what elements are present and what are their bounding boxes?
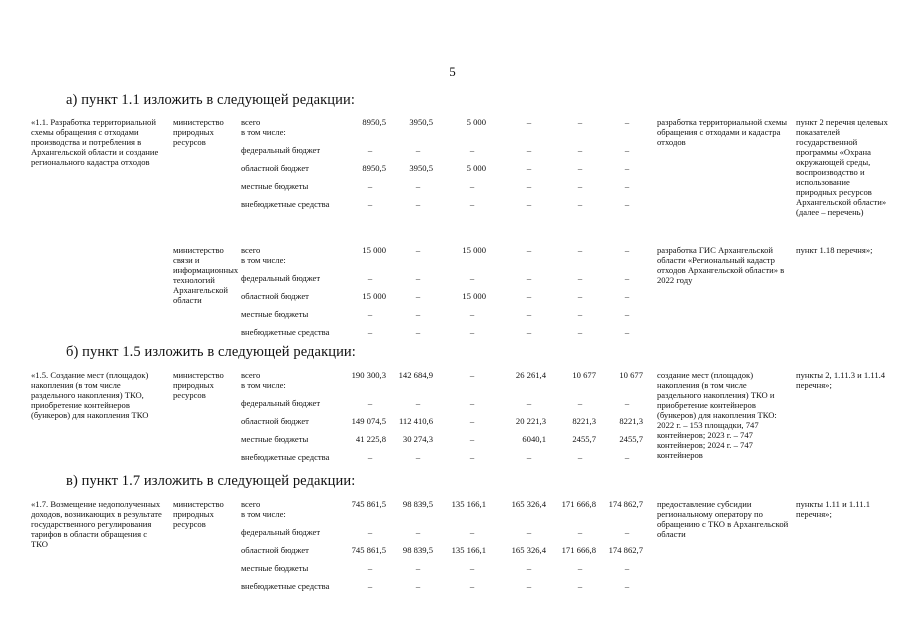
- indicator-1-1-b: пункт 1.18 перечня»;: [796, 245, 873, 255]
- a1-cell-r4-c4: –: [577, 199, 583, 209]
- a2-label-row-1: федеральный бюджет: [241, 273, 321, 283]
- c-cell-r4-c5: –: [624, 581, 630, 591]
- b-cell-r3-c1: 30 274,3: [402, 434, 433, 444]
- c-cell-r1-c5: –: [624, 527, 630, 537]
- a2-cell-r4-c3: –: [526, 327, 532, 337]
- a1-cell-r0-c1: 3950,5: [409, 117, 433, 127]
- a1-cell-r4-c2: –: [469, 199, 475, 209]
- c-cell-r0-c0: 745 861,5: [351, 499, 386, 509]
- a1-cell-r4-c0: –: [367, 199, 373, 209]
- a1-cell-r2-c5: –: [624, 163, 630, 173]
- c-cell-r0-c5: 174 862,7: [608, 499, 643, 509]
- indicator-1-1-a: пункт 2 перечня целевых показателей государственной программы «Охрана окружающей среды, воспроизводство и использование природных ресурсов Архангельской области» (далее – перечень): [796, 117, 888, 217]
- a1-cell-r2-c2: 5 000: [466, 163, 486, 173]
- ministry-communications: министерство связи и информационных технологий Архангельской области: [173, 245, 239, 305]
- c-label-row-3: местные бюджеты: [241, 563, 309, 573]
- result-1-1-a: разработка территориальной схемы обращения с отходами и кадастра отходов: [657, 117, 788, 147]
- b-cell-r2-c1: 112 410,6: [398, 416, 433, 426]
- a1-label-row-3: местные бюджеты: [241, 181, 309, 191]
- a1-cell-r4-c3: –: [526, 199, 532, 209]
- item-1-5-text: «1.5. Создание мест (площадок) накопления (в том числе раздельного накопления) ТКО, приобретение контейнеров (бункеров) для накопления ТКО: [31, 370, 149, 420]
- c-cell-r3-c1: –: [415, 563, 421, 573]
- c-cell-r3-c4: –: [577, 563, 583, 573]
- c-cell-r2-c2: 135 166,1: [451, 545, 486, 555]
- b-cell-r4-c5: –: [624, 452, 630, 462]
- a2-cell-r2-c2: 15 000: [462, 291, 486, 301]
- c-cell-r0-c2: 135 166,1: [451, 499, 486, 509]
- c-cell-r4-c0: –: [367, 581, 373, 591]
- a1-cell-r1-c2: –: [469, 145, 475, 155]
- c-cell-r2-c0: 745 861,5: [351, 545, 386, 555]
- b-cell-r1-c2: –: [469, 398, 475, 408]
- c-label-row-2: областной бюджет: [241, 545, 309, 555]
- a2-cell-r2-c1: –: [415, 291, 421, 301]
- c-cell-r0-c3: 165 326,4: [511, 499, 546, 509]
- a2-cell-r3-c3: –: [526, 309, 532, 319]
- a2-cell-r3-c5: –: [624, 309, 630, 319]
- a1-cell-r4-c1: –: [415, 199, 421, 209]
- a2-label-incl: в том числе:: [241, 255, 286, 265]
- b-cell-r3-c2: –: [469, 434, 475, 444]
- b-cell-r3-c3: 6040,1: [522, 434, 546, 444]
- item-1-7-text: «1.7. Возмещение недополученных доходов, возникающих в результате государственного регулирования тарифов в области обращения с ТКО: [31, 499, 162, 549]
- c-cell-r4-c2: –: [469, 581, 475, 591]
- c-cell-r2-c1: 98 839,5: [402, 545, 433, 555]
- a2-cell-r3-c1: –: [415, 309, 421, 319]
- a2-cell-r2-c3: –: [526, 291, 532, 301]
- c-label-row-1: федеральный бюджет: [241, 527, 321, 537]
- a1-cell-r0-c5: –: [624, 117, 630, 127]
- a1-label-row-4: внебюджетные средства: [241, 199, 330, 209]
- b-cell-r1-c5: –: [624, 398, 630, 408]
- a2-cell-r1-c5: –: [624, 273, 630, 283]
- a2-cell-r4-c2: –: [469, 327, 475, 337]
- c-cell-r4-c1: –: [415, 581, 421, 591]
- a1-cell-r1-c5: –: [624, 145, 630, 155]
- b-cell-r4-c0: –: [367, 452, 373, 462]
- b-label-row-1: федеральный бюджет: [241, 398, 321, 408]
- c-cell-r1-c4: –: [577, 527, 583, 537]
- a2-cell-r3-c2: –: [469, 309, 475, 319]
- a2-label-row-3: местные бюджеты: [241, 309, 309, 319]
- c-label-incl: в том числе:: [241, 509, 286, 519]
- a2-cell-r1-c2: –: [469, 273, 475, 283]
- c-cell-r0-c4: 171 666,8: [561, 499, 596, 509]
- c-cell-r1-c1: –: [415, 527, 421, 537]
- a1-cell-r1-c4: –: [577, 145, 583, 155]
- a1-cell-r0-c0: 8950,5: [362, 117, 386, 127]
- a1-label-row-1: федеральный бюджет: [241, 145, 321, 155]
- b-cell-r0-c3: 26 261,4: [515, 370, 546, 380]
- a1-cell-r1-c1: –: [415, 145, 421, 155]
- a2-cell-r3-c4: –: [577, 309, 583, 319]
- a1-label-incl: в том числе:: [241, 127, 286, 137]
- a1-cell-r0-c4: –: [577, 117, 583, 127]
- a2-cell-r4-c4: –: [577, 327, 583, 337]
- c-cell-r3-c0: –: [367, 563, 373, 573]
- a1-cell-r0-c2: 5 000: [466, 117, 486, 127]
- b-cell-r1-c3: –: [526, 398, 532, 408]
- a2-cell-r4-c0: –: [367, 327, 373, 337]
- c-cell-r2-c3: 165 326,4: [511, 545, 546, 555]
- ministry-natural-resources-c: министерство природных ресурсов: [173, 499, 224, 529]
- c-cell-r1-c3: –: [526, 527, 532, 537]
- heading-section-c: в) пункт 1.7 изложить в следующей редакции:: [66, 473, 356, 489]
- b-cell-r2-c5: 8221,3: [619, 416, 643, 426]
- c-cell-r3-c2: –: [469, 563, 475, 573]
- c-cell-r3-c5: –: [624, 563, 630, 573]
- a2-cell-r2-c0: 15 000: [362, 291, 386, 301]
- a2-label-row-2: областной бюджет: [241, 291, 309, 301]
- a1-cell-r3-c5: –: [624, 181, 630, 191]
- c-cell-r0-c1: 98 839,5: [402, 499, 433, 509]
- a2-cell-r2-c5: –: [624, 291, 630, 301]
- c-cell-r3-c3: –: [526, 563, 532, 573]
- a2-label-total: всего: [241, 245, 261, 255]
- a1-cell-r3-c0: –: [367, 181, 373, 191]
- a1-cell-r2-c3: –: [526, 163, 532, 173]
- a2-cell-r0-c4: –: [577, 245, 583, 255]
- b-cell-r1-c4: –: [577, 398, 583, 408]
- page-number: 5: [449, 64, 456, 79]
- a2-cell-r1-c4: –: [577, 273, 583, 283]
- b-cell-r4-c1: –: [415, 452, 421, 462]
- b-cell-r3-c4: 2455,7: [572, 434, 596, 444]
- heading-section-a: а) пункт 1.1 изложить в следующей редакции:: [66, 92, 355, 108]
- b-cell-r1-c1: –: [415, 398, 421, 408]
- a1-cell-r3-c4: –: [577, 181, 583, 191]
- b-label-total: всего: [241, 370, 261, 380]
- a2-cell-r0-c2: 15 000: [462, 245, 486, 255]
- b-cell-r1-c0: –: [367, 398, 373, 408]
- a1-cell-r3-c2: –: [469, 181, 475, 191]
- b-cell-r2-c4: 8221,3: [572, 416, 596, 426]
- a2-cell-r0-c5: –: [624, 245, 630, 255]
- a2-cell-r0-c1: –: [415, 245, 421, 255]
- a1-cell-r2-c0: 8950,5: [362, 163, 386, 173]
- a1-cell-r0-c3: –: [526, 117, 532, 127]
- b-label-row-2: областной бюджет: [241, 416, 309, 426]
- b-label-row-4: внебюджетные средства: [241, 452, 330, 462]
- a2-cell-r0-c3: –: [526, 245, 532, 255]
- indicator-1-7: пункты 1.11 и 1.11.1 перечня»;: [796, 499, 871, 519]
- a1-cell-r3-c3: –: [526, 181, 532, 191]
- c-label-row-4: внебюджетные средства: [241, 581, 330, 591]
- c-cell-r1-c2: –: [469, 527, 475, 537]
- a2-cell-r4-c5: –: [624, 327, 630, 337]
- b-cell-r4-c4: –: [577, 452, 583, 462]
- c-cell-r4-c3: –: [526, 581, 532, 591]
- c-label-total: всего: [241, 499, 261, 509]
- b-cell-r3-c0: 41 225,8: [355, 434, 386, 444]
- indicator-1-5: пункты 2, 1.11.3 и 1.11.4 перечня»;: [796, 370, 886, 390]
- a2-cell-r1-c3: –: [526, 273, 532, 283]
- b-label-row-3: местные бюджеты: [241, 434, 309, 444]
- a1-cell-r3-c1: –: [415, 181, 421, 191]
- b-cell-r3-c5: 2455,7: [619, 434, 643, 444]
- c-cell-r2-c5: 174 862,7: [608, 545, 643, 555]
- a1-cell-r2-c4: –: [577, 163, 583, 173]
- result-1-5: создание мест (площадок) накопления (в том числе раздельного накопления) ТКО и приобретение контейнеров (бункеров) для накопления ТКО: 2022 г. – 153 площадки, 747 контейнеров; 2023 г. – 747 контейнеров; 2024 г. – 747 контейнеров: [657, 370, 777, 460]
- b-cell-r0-c2: –: [469, 370, 475, 380]
- a1-cell-r1-c0: –: [367, 145, 373, 155]
- c-cell-r2-c4: 171 666,8: [561, 545, 596, 555]
- a2-cell-r0-c0: 15 000: [362, 245, 386, 255]
- result-1-7: предоставление субсидии региональному оператору по обращению с ТКО в Архангельской области: [657, 499, 789, 539]
- a1-label-total: всего: [241, 117, 261, 127]
- a2-cell-r4-c1: –: [415, 327, 421, 337]
- a2-cell-r2-c4: –: [577, 291, 583, 301]
- b-cell-r0-c1: 142 684,9: [398, 370, 433, 380]
- b-cell-r2-c0: 149 074,5: [351, 416, 386, 426]
- ministry-natural-resources: министерство природных ресурсов: [173, 117, 224, 147]
- a1-cell-r2-c1: 3950,5: [409, 163, 433, 173]
- b-cell-r0-c0: 190 300,3: [351, 370, 386, 380]
- a2-cell-r1-c1: –: [415, 273, 421, 283]
- a1-cell-r1-c3: –: [526, 145, 532, 155]
- b-cell-r2-c2: –: [469, 416, 475, 426]
- b-cell-r4-c2: –: [469, 452, 475, 462]
- b-cell-r4-c3: –: [526, 452, 532, 462]
- item-1-1-text: «1.1. Разработка территориальной схемы обращения с отходами производства и потребления в Архангельской области и создание регионального кадастра отходов: [31, 117, 159, 167]
- ministry-natural-resources-b: министерство природных ресурсов: [173, 370, 224, 400]
- heading-section-b: б) пункт 1.5 изложить в следующей редакции:: [66, 344, 356, 360]
- result-1-1-b: разработка ГИС Архангельской области «Региональный кадастр отходов Архангельской области» в 2022 году: [657, 245, 785, 285]
- a1-label-row-2: областной бюджет: [241, 163, 309, 173]
- b-cell-r2-c3: 20 221,3: [515, 416, 546, 426]
- a2-cell-r3-c0: –: [367, 309, 373, 319]
- b-cell-r0-c4: 10 677: [572, 370, 596, 380]
- b-label-incl: в том числе:: [241, 380, 286, 390]
- a1-cell-r4-c5: –: [624, 199, 630, 209]
- b-cell-r0-c5: 10 677: [619, 370, 643, 380]
- c-cell-r4-c4: –: [577, 581, 583, 591]
- c-cell-r1-c0: –: [367, 527, 373, 537]
- a2-cell-r1-c0: –: [367, 273, 373, 283]
- a2-label-row-4: внебюджетные средства: [241, 327, 330, 337]
